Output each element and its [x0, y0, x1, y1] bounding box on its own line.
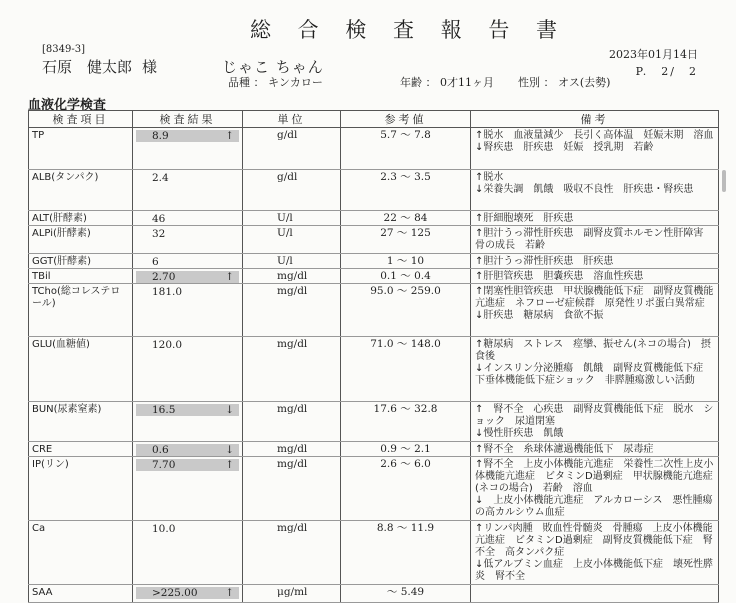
test-notes — [471, 521, 719, 585]
test-unit: mg/dl — [243, 402, 341, 442]
test-result — [133, 211, 243, 226]
owner-name-text: 石原 健太郎 — [42, 58, 133, 76]
test-unit: mg/dl — [243, 457, 341, 521]
header-result: 検査結果 — [133, 111, 243, 128]
test-unit: U/l — [243, 226, 341, 254]
reference-range: 71.0 ～ 148.0 — [341, 337, 471, 402]
test-unit: mg/dl — [243, 442, 341, 457]
result-value-box — [136, 587, 239, 599]
table-row — [29, 128, 719, 170]
test-notes — [471, 284, 719, 337]
result-flag-icon: ↑ — [225, 130, 234, 142]
test-notes — [471, 442, 719, 457]
test-result — [133, 442, 243, 457]
test-result — [133, 521, 243, 585]
test-item: SAA — [29, 585, 133, 603]
test-notes — [471, 211, 719, 226]
test-notes — [471, 585, 719, 603]
reference-range: 17.6 ～ 32.8 — [341, 402, 471, 442]
section-title: 血液化学検査 — [28, 98, 107, 113]
test-item: CRE — [29, 442, 133, 457]
scrollbar-thumb[interactable] — [722, 170, 726, 192]
reference-range: 2.6 ～ 6.0 — [341, 457, 471, 521]
report-title: 総 合 検 査 報 告 書 — [250, 18, 568, 42]
result-value-box — [136, 339, 239, 351]
note-line: ↑腎不全 上皮小体機能亢進症 栄養性二次性上皮小体機能亢進症 ビタミンD過剰症 甲状腺機能亢進症(ネコの場合) 若齢 溶血 — [475, 459, 714, 494]
test-result — [133, 254, 243, 269]
result-value-box — [136, 286, 239, 298]
test-item: TP — [29, 128, 133, 170]
test-result — [133, 457, 243, 521]
test-notes — [471, 269, 719, 284]
result-value: 2.70 — [152, 271, 176, 283]
page-number: P. 2/ 2 — [635, 65, 698, 78]
test-result — [133, 402, 243, 442]
test-item: IP(リン) — [29, 457, 133, 521]
note-line: ↓慢性肝疾患 飢餓 — [475, 428, 564, 439]
owner-name — [42, 56, 157, 77]
test-unit: g/dl — [243, 128, 341, 170]
header-item: 検査項目 — [29, 111, 133, 128]
test-unit: mg/dl — [243, 284, 341, 337]
test-unit: mg/dl — [243, 521, 341, 585]
test-result — [133, 284, 243, 337]
table-row — [29, 337, 719, 402]
test-item: Ca — [29, 521, 133, 585]
test-result — [133, 585, 243, 603]
note-line: ↑脱水 血液量減少 長引く高体温 妊娠末期 溶血 — [475, 130, 714, 141]
table-row — [29, 254, 719, 269]
note-line: ↑肝胆管疾患 胆嚢疾患 溶血性疾患 — [475, 271, 644, 282]
table-row — [29, 170, 719, 211]
test-item: TBil — [29, 269, 133, 284]
test-notes — [471, 226, 719, 254]
test-notes — [471, 170, 719, 211]
table-row — [29, 226, 719, 254]
table-row — [29, 284, 719, 337]
note-line: ↓インスリン分泌腫瘍 飢餓 副腎皮質機能低下症 下垂体機能低下症ショック 非膵腫瘍激しい活動 — [475, 363, 714, 386]
test-item: BUN(尿素窒素) — [29, 402, 133, 442]
result-value-box — [136, 256, 239, 268]
test-notes — [471, 337, 719, 402]
test-item: TCho(総コレステロール) — [29, 284, 133, 337]
result-value: 8.9 — [152, 130, 169, 142]
note-line: ↓低アルブミン血症 上皮小体機能低下症 壊死性膵炎 腎不全 — [475, 559, 713, 582]
table-row — [29, 521, 719, 585]
note-line: ↑脱水 — [475, 172, 504, 183]
table-row — [29, 457, 719, 521]
test-result — [133, 170, 243, 211]
test-unit: mg/dl — [243, 337, 341, 402]
test-notes — [471, 128, 719, 170]
table-row — [29, 585, 719, 603]
result-value-box — [136, 459, 239, 471]
result-value-box — [136, 523, 239, 535]
result-value: 16.5 — [152, 404, 176, 416]
test-item: GGT(肝酵素) — [29, 254, 133, 269]
note-line: ↑ 腎不全 心疾患 副腎皮質機能低下症 脱水 ショック 尿道閉塞 — [475, 404, 714, 427]
note-line: ↓栄養失調 飢餓 吸収不良性 肝疾患・腎疾患 — [475, 184, 694, 195]
reference-range: 1 ～ 10 — [341, 254, 471, 269]
test-unit: U/l — [243, 254, 341, 269]
owner-honorific: 様 — [142, 58, 158, 76]
table-row — [29, 402, 719, 442]
result-value-box — [136, 404, 239, 416]
reference-range: 2.3 ～ 3.5 — [341, 170, 471, 211]
age-label: 年齢 ： 0才11ヶ月 — [400, 76, 494, 89]
test-notes — [471, 457, 719, 521]
reference-range: 95.0 ～ 259.0 — [341, 284, 471, 337]
result-value: 2.4 — [152, 172, 169, 184]
table-row — [29, 442, 719, 457]
report-date: 2023年01月14日 — [609, 48, 698, 61]
test-result — [133, 269, 243, 284]
reference-range: 8.8 ～ 11.9 — [341, 521, 471, 585]
test-result — [133, 337, 243, 402]
header-reference: 参考値 — [341, 111, 471, 128]
reference-range: 22 ～ 84 — [341, 211, 471, 226]
result-flag-icon: ↓ — [225, 444, 234, 456]
result-value-box — [136, 444, 239, 456]
note-line: ↑胆汁うっ滞性肝疾患 肝疾患 — [475, 256, 614, 267]
note-line: ↑胆汁うっ滞性肝疾患 副腎皮質ホルモン性肝障害 骨の成長 若齢 — [475, 228, 714, 251]
note-line: ↓ 上皮小体機能亢進症 アルカローシス 悪性腫瘍の高カルシウム血症 — [475, 495, 713, 518]
result-value: 46 — [152, 213, 166, 225]
test-item: ALT(肝酵素) — [29, 211, 133, 226]
note-line: ↑リンパ肉腫 敗血性骨髄炎 骨腫瘍 上皮小体機能亢進症 ビタミンD過剰症 副腎皮質機能低下症 腎不全 高タンパク症 — [475, 523, 713, 558]
test-notes — [471, 402, 719, 442]
test-result — [133, 128, 243, 170]
result-value: 0.6 — [152, 444, 169, 456]
table-header-row — [29, 111, 719, 128]
result-flag-icon: ↓ — [225, 404, 234, 416]
pet-name: じゃこ ちゃん — [222, 58, 324, 76]
result-value: 32 — [152, 228, 166, 240]
header-unit: 単位 — [243, 111, 341, 128]
result-value-box — [136, 271, 239, 283]
reference-range: 27 ～ 125 — [341, 226, 471, 254]
note-line: ↓腎疾患 肝疾患 妊娠 授乳期 若齢 — [475, 142, 654, 153]
test-unit: mg/dl — [243, 269, 341, 284]
result-value-box — [136, 130, 239, 142]
note-line: ↑閉塞性胆管疾患 甲状腺機能低下症 副腎皮質機能亢進症 ネフローゼ症候群 原発性リポ蛋白異常症 — [475, 286, 714, 309]
result-flag-icon: ↑ — [225, 459, 234, 471]
result-value-box — [136, 228, 239, 240]
test-item: ALB(タンパク) — [29, 170, 133, 211]
test-result — [133, 226, 243, 254]
note-line: ↑腎不全 糸球体濾過機能低下 尿毒症 — [475, 444, 654, 455]
test-unit: μg/ml — [243, 585, 341, 603]
test-item: ALPi(肝酵素) — [29, 226, 133, 254]
header-notes: 備考 — [471, 111, 719, 128]
reference-range: ～ 5.49 — [341, 585, 471, 603]
result-flag-icon: ↑ — [225, 587, 234, 599]
test-unit: U/l — [243, 211, 341, 226]
reference-range: 5.7 ～ 7.8 — [341, 128, 471, 170]
reference-range: 0.9 ～ 2.1 — [341, 442, 471, 457]
result-value-box — [136, 172, 239, 184]
table-row — [29, 269, 719, 284]
result-value: 10.0 — [152, 523, 176, 535]
result-value: 6 — [152, 256, 159, 268]
result-value-box — [136, 213, 239, 225]
table-row — [29, 211, 719, 226]
blood-chemistry-table — [28, 110, 719, 603]
note-line: ↑肝細胞壊死 肝疾患 — [475, 213, 574, 224]
result-value: 181.0 — [152, 286, 183, 298]
note-line: ↓肝疾患 糖尿病 食欲不振 — [475, 310, 604, 321]
reference-range: 0.1 ～ 0.4 — [341, 269, 471, 284]
test-unit: g/dl — [243, 170, 341, 211]
test-item: GLU(血糖値) — [29, 337, 133, 402]
result-value: 120.0 — [152, 339, 183, 351]
record-code: [8349-3] — [42, 44, 85, 55]
result-value: >225.00 — [152, 587, 198, 599]
breed-label: 品種 ： キンカロー — [228, 76, 323, 89]
result-value: 7.70 — [152, 459, 176, 471]
result-flag-icon: ↑ — [225, 271, 234, 283]
note-line: ↑糖尿病 ストレス 痙攣、振せん(ネコの場合) 摂食後 — [475, 339, 711, 362]
sex-label: 性別 ： オス(去勢) — [518, 76, 611, 89]
test-notes — [471, 254, 719, 269]
